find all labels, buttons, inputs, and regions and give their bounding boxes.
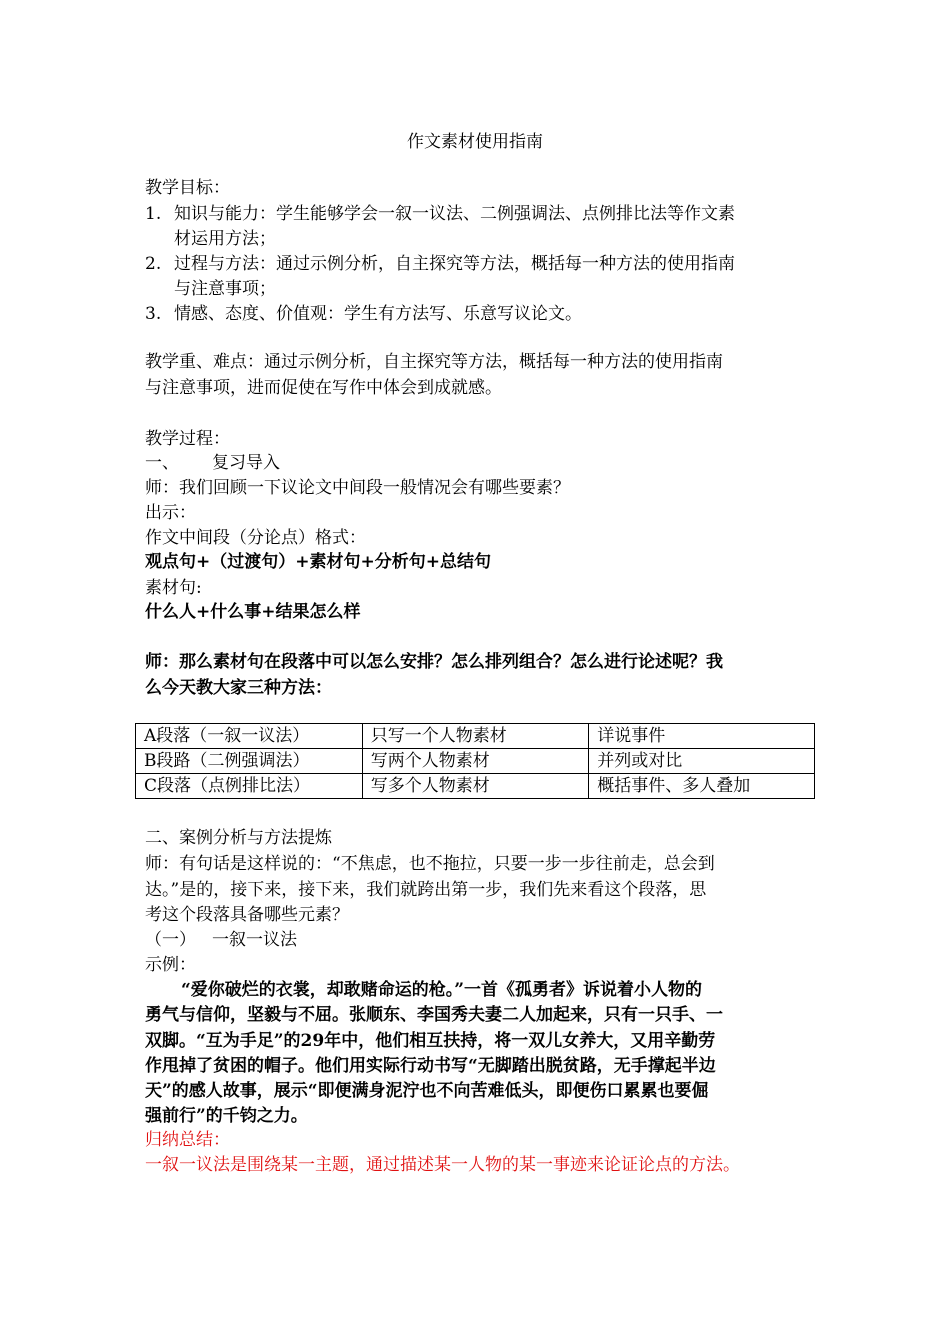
show-label: 出示：	[145, 503, 196, 523]
section1-title: 复习导入	[212, 453, 280, 473]
example-label: 示例：	[145, 955, 196, 975]
methods-table	[135, 723, 815, 799]
material-formula: 什么人+什么事+结果怎么样	[145, 602, 361, 622]
objective-1-line2: 材运用方法；	[174, 229, 276, 249]
key-points-line2: 与注意事项，进而促使在写作中体会到成就感。	[145, 378, 502, 398]
table-cell: 写两个人物素材	[362, 749, 589, 774]
table-cell: 详说事件	[589, 724, 815, 749]
table-cell: 并列或对比	[589, 749, 815, 774]
section2-teacher-line2: 达。”是的，接下来，接下来，我们就跨出第一步，我们先来看这个段落，思	[145, 880, 707, 900]
table-cell: C段落（点例排比法）	[136, 774, 363, 799]
sub1-num: （一）	[145, 930, 196, 950]
page-title: 作文素材使用指南	[407, 132, 543, 152]
example-line-4: 作甩掉了贫困的帽子。他们用实际行动书写“无脚踏出脱贫路，无手撑起半边	[145, 1056, 716, 1076]
key-points-line1: 教学重、难点：通过示例分析，自主探究等方法，概括每一种方法的使用指南	[145, 352, 723, 372]
table-cell: 概括事件、多人叠加	[589, 774, 815, 799]
table-row	[136, 724, 815, 749]
objective-1-num: 1.	[145, 204, 162, 224]
objective-2-line2: 与注意事项；	[174, 279, 276, 299]
format-formula: 观点句+（过渡句）+素材句+分析句+总结句	[145, 552, 491, 572]
objective-1-line1: 知识与能力：学生能够学会一叙一议法、二例强调法、点例排比法等作文素	[174, 204, 735, 224]
table-cell: 写多个人物素材	[362, 774, 589, 799]
section2-teacher-line1: 师：有句话是这样说的：“不焦虑，也不拖拉，只要一步一步往前走，总会到	[145, 854, 715, 874]
format-label: 作文中间段（分论点）格式：	[145, 528, 366, 548]
section2-teacher-line3: 考这个段落具备哪些元素？	[145, 905, 349, 925]
summary-text: 一叙一议法是围绕某一主题，通过描述某一人物的某一事迹来论证论点的方法。	[145, 1155, 740, 1175]
objective-3-num: 3.	[145, 304, 162, 324]
objectives-heading: 教学目标：	[145, 178, 230, 198]
teacher-question: 师：我们回顾一下议论文中间段一般情况会有哪些要素？	[145, 478, 570, 498]
example-line-6: 强前行”的千钧之力。	[145, 1106, 308, 1126]
example-line-5: 天”的感人故事，展示“即便满身泥泞也不向苦难低头，即便伤口累累也要倔	[145, 1081, 709, 1101]
section1-num: 一、	[145, 453, 179, 473]
material-label: 素材句:	[145, 578, 202, 598]
section2-title: 二、案例分析与方法提炼	[145, 828, 332, 848]
table-cell: B段路（二例强调法）	[136, 749, 363, 774]
example-line-3: 双脚。“互为手足”的29年中，他们相互扶持，将一双儿女养大，又用辛勤劳	[145, 1031, 716, 1051]
sub1-title: 一叙一议法	[212, 930, 297, 950]
process-heading: 教学过程：	[145, 429, 230, 449]
teacher-intro-line2: 么今天教大家三种方法：	[145, 678, 332, 698]
example-line-1: “爱你破烂的衣裳，却敢赌命运的枪。”一首《孤勇者》诉说着小人物的	[181, 980, 703, 1000]
table-cell: 只写一个人物素材	[362, 724, 589, 749]
objective-3-line1: 情感、态度、价值观：学生有方法写、乐意写议论文。	[174, 304, 582, 324]
summary-label: 归纳总结：	[145, 1130, 230, 1150]
teacher-intro-line1: 师：那么素材句在段落中可以怎么安排？怎么排列组合？怎么进行论述呢？我	[145, 652, 723, 672]
table-cell: A段落（一叙一议法）	[136, 724, 363, 749]
objective-2-num: 2.	[145, 254, 162, 274]
table-row	[136, 774, 815, 799]
objective-2-line1: 过程与方法：通过示例分析，自主探究等方法，概括每一种方法的使用指南	[174, 254, 735, 274]
example-line-2: 勇气与信仰，坚毅与不屈。张顺东、李国秀夫妻二人加起来，只有一只手、一	[145, 1005, 723, 1025]
table-row	[136, 749, 815, 774]
